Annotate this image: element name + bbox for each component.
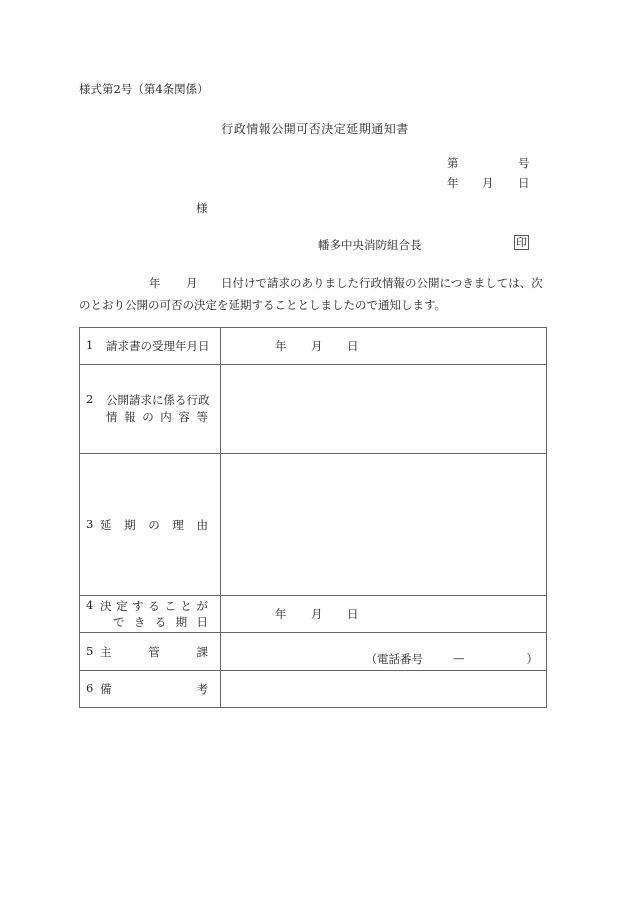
- row-label-line2: 情 報 の 内 容 等: [106, 410, 208, 424]
- ref-go: 号: [518, 156, 530, 170]
- delay-reason-field[interactable]: [221, 454, 547, 596]
- sender-name: 幡多中央消防組合長: [318, 238, 422, 252]
- body-year: 年: [149, 276, 161, 290]
- body-line2: のとおり公開の可否の決定を延期することとしましたので通知します。: [79, 298, 447, 312]
- remarks-field[interactable]: [221, 671, 547, 708]
- row-label: 備 考: [100, 682, 208, 696]
- document-title: 行政情報公開可否決定延期通知書: [221, 122, 409, 136]
- body-paragraph: [79, 272, 549, 316]
- body-line1: 日付けで請求のありました行政情報の公開につきましては、次: [221, 276, 543, 290]
- row-label: 請求書の受理年月日: [106, 339, 210, 353]
- addressee-sama: 様: [196, 201, 208, 215]
- row-label: 主 管 課: [100, 644, 208, 659]
- row-label: 公開請求に係る行政: [106, 393, 210, 407]
- decision-date-field[interactable]: 年 月 日: [221, 596, 547, 633]
- table-row: 1 請求書の受理年月日 年 月 日: [80, 328, 547, 365]
- table-row: 2 公開請求に係る行政 情 報 の 内 容 等: [80, 365, 547, 454]
- row-label: 延 期 の 理 由: [100, 517, 208, 532]
- form-number: 様式第2号（第4条関係）: [79, 82, 209, 96]
- info-content-field[interactable]: [221, 365, 547, 454]
- receipt-date-field[interactable]: 年 月 日: [221, 328, 547, 365]
- department-field[interactable]: （電話番号 — ）: [221, 633, 547, 671]
- date-year: 年: [447, 176, 459, 190]
- notice-table: [79, 327, 547, 708]
- table-row: 3 延 期 の 理 由: [80, 454, 547, 596]
- table-row: 4 決 定 す る こ と が で き る 期 日 年 月 日: [80, 596, 547, 633]
- seal-mark: 印: [516, 236, 527, 249]
- date-month: 月: [482, 176, 494, 190]
- table-row: 5 主 管 課 （電話番号 — ）: [80, 633, 547, 671]
- body-month: 月: [186, 276, 198, 290]
- date-day: 日: [518, 176, 530, 190]
- table-row: 6 備 考: [80, 671, 547, 708]
- ref-dai: 第: [447, 156, 459, 170]
